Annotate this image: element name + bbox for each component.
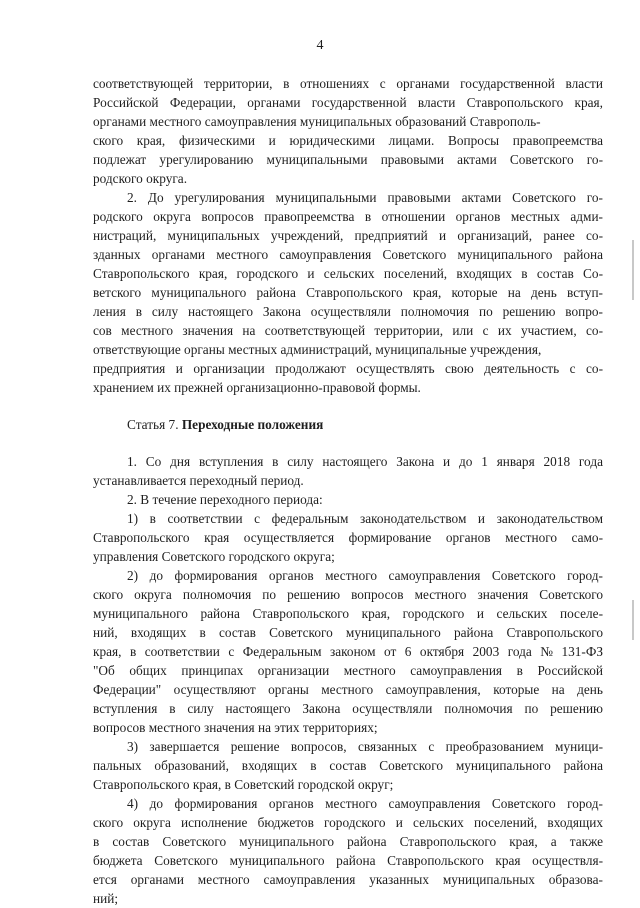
text-line-content: "Об общих принципах организации местного самоуправления в Российской xyxy=(93,663,603,678)
text-line-content: ского округа полномочия по решению вопросов местного значения Советского xyxy=(93,587,603,602)
text-line-content: нистраций, муниципальных учреждений, предприятий и организаций, ранее со- xyxy=(93,228,603,243)
text-line-content: соответствующей территории, в отношениях с органами государственной власти xyxy=(93,76,603,91)
text-line xyxy=(93,378,603,397)
text-line-content: ского края, физическими и юридическими лицами. Вопросы правопреемства xyxy=(93,133,603,148)
text-line xyxy=(93,131,603,150)
page-number: 4 xyxy=(316,38,324,53)
text-line xyxy=(93,851,603,870)
text-line xyxy=(93,74,603,93)
text-line xyxy=(93,471,603,490)
text-line-content: родского округа. xyxy=(93,171,188,186)
text-line xyxy=(93,528,603,547)
text-line xyxy=(93,452,603,471)
text-line-content: 2. В течение переходного периода: xyxy=(127,492,323,507)
text-line-content: вопросов местного значения на этих территориях; xyxy=(93,720,378,735)
article-number: Статья 7. xyxy=(127,417,182,432)
text-line xyxy=(93,642,603,661)
text-line xyxy=(93,699,603,718)
text-line xyxy=(93,718,603,737)
text-line xyxy=(93,870,603,889)
text-line-content: Федерации" осуществляют органы местного самоуправления, которые на день xyxy=(93,682,603,697)
text-line xyxy=(93,359,603,378)
text-line-content: ется органами местного самоуправления указанных муниципальных образова- xyxy=(93,872,603,887)
text-line xyxy=(93,188,603,207)
text-line-content: предприятия и организации продолжают осуществлять свою деятельность с со- xyxy=(93,361,603,376)
text-line-content: зданных органами местного самоуправления Советского муниципального района xyxy=(93,247,603,262)
article-heading xyxy=(93,415,603,434)
text-line xyxy=(93,509,603,528)
text-line-content: хранением их прежней организационно-правовой формы. xyxy=(93,380,421,395)
text-line-content: Ставропольского края, в Советский городской округ; xyxy=(93,777,394,792)
text-line xyxy=(93,832,603,851)
text-line-content: подлежат урегулированию муниципальными правовыми актами Советского го- xyxy=(93,152,603,167)
text-line-content: сов местного значения на соответствующей территории, или с их участием, со- xyxy=(93,323,603,338)
text-line-content: 1) в соответствии с федеральным законодательством и законодательством xyxy=(127,511,603,526)
text-line xyxy=(93,756,603,775)
text-line-content: Российской Федерации, органами государственной власти Ставропольского края, xyxy=(93,95,603,110)
text-line-content: органами местного самоуправления муниципальных образований Ставрополь- xyxy=(93,114,541,129)
text-line-content: пальных образований, входящих в состав Советского муниципального района xyxy=(93,758,603,773)
text-line xyxy=(93,245,603,264)
text-line-content: ления в силу настоящего Закона осуществляли полномочия по решению вопро- xyxy=(93,304,603,319)
text-line-content: в состав Советского муниципального района Ставропольского края, а также xyxy=(93,834,603,849)
text-line xyxy=(93,623,603,642)
scan-edge-mark xyxy=(632,600,634,640)
text-line-content: 4) до формирования органов местного самоуправления Советского город- xyxy=(127,796,603,811)
text-line-content: 2. До урегулирования муниципальными правовыми актами Советского го- xyxy=(127,190,603,205)
text-line xyxy=(93,93,603,112)
text-line-content: бюджета Советского муниципального района Ставропольского края осуществля- xyxy=(93,853,603,868)
text-line xyxy=(93,490,603,509)
text-line-content: ветского муниципального района Ставропольского края, которые на день вступ- xyxy=(93,285,603,300)
text-line xyxy=(93,226,603,245)
text-line xyxy=(93,302,603,321)
text-line-content: края, в соответствии с Федеральным законом от 6 октября 2003 года № 131-ФЗ xyxy=(93,644,603,659)
text-line xyxy=(93,680,603,699)
text-line-content: ответствующие органы местных администраций, муниципальные учреждения, xyxy=(93,342,542,357)
text-line xyxy=(93,813,603,832)
text-line-content: ний; xyxy=(93,891,119,906)
text-line xyxy=(93,150,603,169)
article-title: Переходные положения xyxy=(181,417,324,432)
text-line-content: вступления в силу настоящего Закона осуществляли полномочия по решению xyxy=(93,701,603,716)
text-line xyxy=(93,321,603,340)
text-line xyxy=(93,207,603,226)
text-line-content: устанавливается переходный период. xyxy=(93,473,304,488)
text-line xyxy=(93,585,603,604)
text-line xyxy=(93,775,603,794)
text-line-content: муниципального района Ставропольского края, городского и сельских поселе- xyxy=(93,606,603,621)
text-line-content: Ставропольского края осуществляется формирование органов местного само- xyxy=(93,530,603,545)
text-line-content: ского округа исполнение бюджетов городского и сельских поселений, входящих xyxy=(93,815,603,830)
text-line xyxy=(93,794,603,813)
text-line-content: родского округа вопросов правопреемства в отношении органов местных адми- xyxy=(93,209,603,224)
text-line-content: Ставропольского края, городского и сельских поселений, входящих в состав Со- xyxy=(93,266,603,281)
text-line-content: 2) до формирования органов местного самоуправления Советского город- xyxy=(127,568,603,583)
text-line xyxy=(93,661,603,680)
scan-edge-mark xyxy=(632,240,634,300)
paragraph-gap xyxy=(93,434,603,452)
document-body xyxy=(93,74,603,908)
text-line-content: 3) завершается решение вопросов, связанных с преобразованием муници- xyxy=(127,739,603,754)
text-line-content: ний, входящих в состав Советского муниципального района Ставропольского xyxy=(93,625,603,640)
text-line-content: управления Советского городского округа; xyxy=(93,549,335,564)
text-line xyxy=(93,264,603,283)
text-line xyxy=(93,737,603,756)
text-line xyxy=(93,889,603,908)
text-line xyxy=(93,283,603,302)
text-line xyxy=(93,566,603,585)
text-line xyxy=(93,112,603,131)
text-line xyxy=(93,547,603,566)
paragraph-gap xyxy=(93,397,603,415)
text-line-content: 1. Со дня вступления в силу настоящего Закона и до 1 января 2018 года xyxy=(127,454,603,469)
text-line xyxy=(93,604,603,623)
text-line xyxy=(93,340,603,359)
text-line xyxy=(93,169,603,188)
